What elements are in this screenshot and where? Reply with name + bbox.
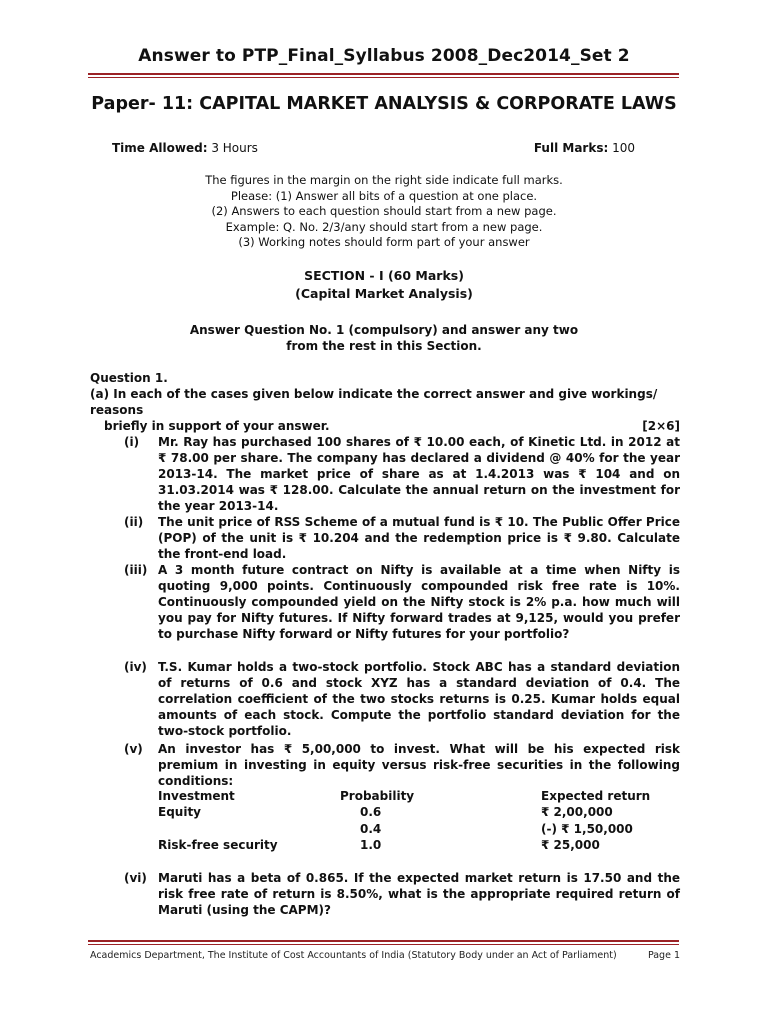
answer-note — [0, 322, 768, 354]
time-allowed-value: 3 Hours — [211, 141, 258, 155]
time-allowed — [112, 141, 258, 155]
instruction-line: The figures in the margin on the right side indicate full marks. — [205, 173, 563, 187]
table-header: Expected return — [541, 789, 651, 803]
question-marks: [2×6] — [642, 419, 680, 433]
answer-note-line: Answer Question No. 1 (compulsory) and answer any two — [189, 323, 579, 337]
item-text: A 3 month future contract on Nifty is available at a time when Nifty is quoting 9,000 points. Continuously compounded risk free rate is 10%. Continuously compounded yield on the Nifty stock is 2% p.a. how much will you pay for Nifty futures. If Nifty forward trades at 9,125, would you prefer to purchase Nifty forward or Nifty futures for your portfolio? — [158, 563, 680, 641]
instructions — [0, 173, 768, 251]
table-cell: ₹ 2,00,000 — [541, 805, 613, 819]
item-number: (vi) — [124, 871, 147, 885]
question-title: Question 1. — [90, 371, 168, 385]
question-item — [124, 741, 680, 789]
item-number: (v) — [124, 742, 143, 756]
question-intro-line: (a) In each of the cases given below indicate the correct answer and give workings/ reasons — [90, 387, 658, 417]
instruction-line: (3) Working notes should form part of your answer — [238, 235, 530, 250]
item-text: Maruti has a beta of 0.865. If the expected market return is 17.50 and the risk free rate of return is 8.50%, what is the appropriate required return of Maruti (using the CAPM)? — [158, 871, 680, 917]
answer-note-line: from the rest in this Section. — [286, 339, 482, 353]
table-cell: Risk-free security — [158, 838, 278, 852]
item-number: (ii) — [124, 515, 144, 529]
table-header: Investment — [158, 789, 235, 803]
table-cell: (-) ₹ 1,50,000 — [541, 822, 633, 836]
time-allowed-label: Time Allowed: — [112, 141, 208, 155]
footer-text: Academics Department, The Institute of Cost Accountants of India (Statutory Body under an Act of Parliament) — [90, 950, 617, 961]
full-marks — [534, 141, 635, 155]
page-footer — [90, 950, 680, 961]
table-cell: 0.6 — [360, 805, 382, 819]
item-text: An investor has ₹ 5,00,000 to invest. What will be his expected risk premium in investing in equity versus risk-free securities in the following conditions: — [158, 742, 680, 788]
question-intro-line: briefly in support of your answer. — [104, 419, 330, 433]
question-item — [124, 434, 680, 514]
section-heading — [0, 267, 768, 303]
instruction-line: Please: (1) Answer all bits of a question at one place. — [230, 188, 538, 203]
table-cell: 0.4 — [360, 822, 382, 836]
section-subtitle: (Capital Market Analysis) — [295, 286, 473, 301]
table-cell: ₹ 25,000 — [541, 838, 600, 852]
question-intro — [90, 386, 680, 434]
item-number: (iv) — [124, 660, 147, 674]
header-rule — [88, 73, 679, 75]
full-marks-value: 100 — [612, 141, 635, 155]
instruction-line: (2) Answers to each question should start from a new page. — [211, 204, 557, 219]
instruction-line: Example: Q. No. 2/3/any should start from a new page. — [225, 219, 543, 234]
page-number: Page 1 — [647, 950, 680, 961]
item-number: (iii) — [124, 563, 148, 577]
table-header: Probability — [340, 789, 415, 803]
question-item — [124, 562, 680, 642]
question-item — [124, 659, 680, 739]
table-cell: 1.0 — [360, 838, 382, 852]
item-text: The unit price of RSS Scheme of a mutual fund is ₹ 10. The Public Offer Price (POP) of the unit is ₹ 10.204 and the redemption price is ₹ 9.80. Calculate the front-end load. — [158, 515, 680, 561]
document-header-title: Answer to PTP_Final_Syllabus 2008_Dec2014_Set 2 — [138, 46, 630, 66]
question-item — [124, 514, 680, 562]
header-rule-thin — [88, 77, 679, 78]
full-marks-label: Full Marks: — [533, 141, 609, 155]
question-item — [124, 870, 680, 918]
section-title: SECTION - I (60 Marks) — [304, 268, 464, 283]
item-number: (i) — [124, 435, 140, 449]
item-text: Mr. Ray has purchased 100 shares of ₹ 10.00 each, of Kinetic Ltd. in 2012 at ₹ 78.00 per share. The company has declared a dividend @ 40% for the year 2013-14. The market price of share as at 1.4.2013 was ₹ 104 and on 31.03.2014 was ₹ 128.00. Calculate the annual return on the investment for the year 2013-14. — [158, 435, 680, 513]
item-text: T.S. Kumar holds a two-stock portfolio. Stock ABC has a standard deviation of returns of 0.6 and stock XYZ has a standard deviation of 0.4. The correlation coefficient of the two stocks returns is 0.25. Kumar holds equal amounts of each stock. Compute the portfolio standard deviation for the two-stock portfolio. — [158, 660, 680, 738]
footer-rule — [88, 940, 679, 942]
paper-title: Paper- 11: CAPITAL MARKET ANALYSIS & CORPORATE LAWS — [91, 94, 677, 114]
footer-rule-thin — [88, 944, 679, 945]
table-cell: Equity — [158, 805, 202, 819]
